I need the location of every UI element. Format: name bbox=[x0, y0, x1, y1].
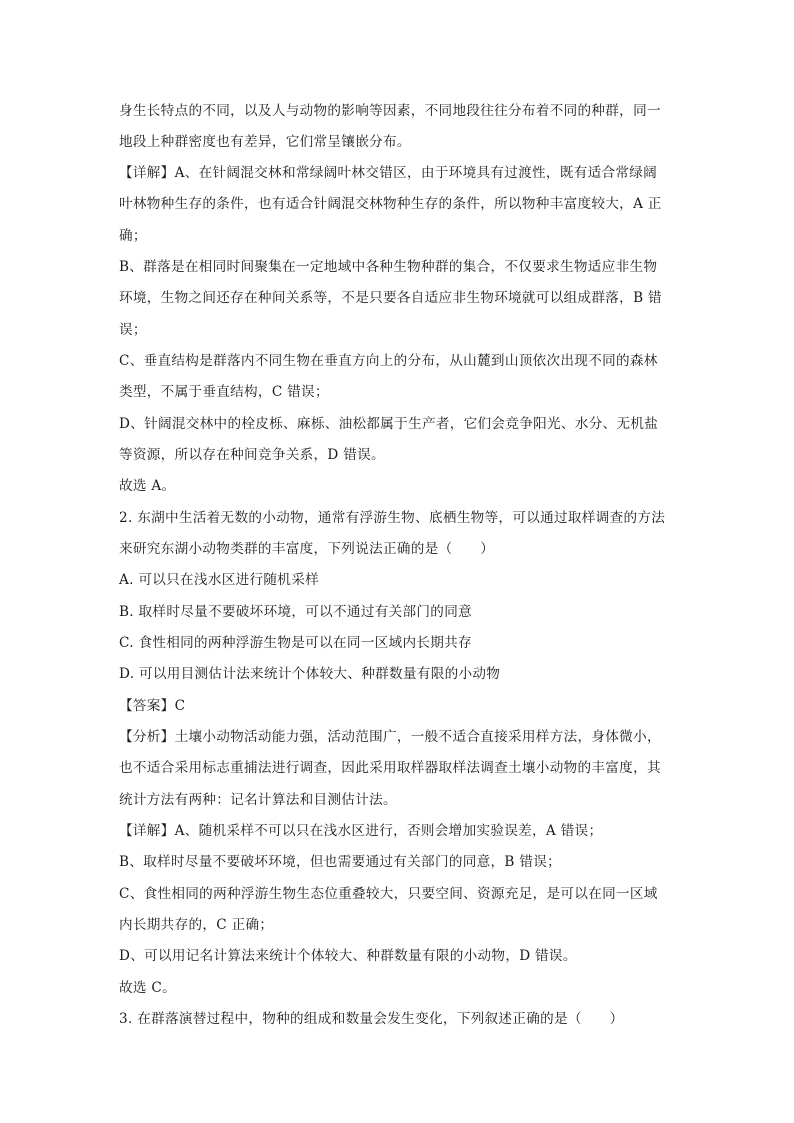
question-2-option-a: A. 可以只在浅水区进行随机采样 bbox=[119, 572, 319, 588]
text-line: 确； bbox=[119, 228, 147, 244]
text-line: C、垂直结构是群落内不同生物在垂直方向上的分布，从山麓到山顶依次出现不同的森林 bbox=[119, 353, 658, 369]
text-line: B、群落是在相同时间聚集在一定地域中各种生物种群的集合，不仅要求生物适应非生物 bbox=[119, 259, 658, 275]
text-line: 叶林物种生存的条件，也有适合针阔混交林物种生存的条件，所以物种丰富度较大，A 正 bbox=[119, 196, 662, 212]
question-2-option-c: C. 食性相同的两种浮游生物是可以在同一区域内长期共存 bbox=[119, 635, 472, 651]
explanation-line: C、食性相同的两种浮游生物生态位重叠较大，只要空间、资源充足，是可以在同一区域 bbox=[119, 886, 658, 902]
explanation-line: 内长期共存的，C 正确； bbox=[119, 917, 274, 933]
analysis-line: 统计方法有两种：记名计算法和目测估计法。 bbox=[119, 792, 397, 808]
question-2-stem: 2. 东湖中生活着无数的小动物，通常有浮游生物、底栖生物等，可以通过取样调查的方法 bbox=[119, 510, 666, 526]
text-line: 等资源，所以存在种间竞争关系，D 错误。 bbox=[119, 447, 385, 463]
explanation-line: B、取样时尽量不要破坏环境，但也需要通过有关部门的同意，B 错误； bbox=[119, 854, 562, 870]
text-line: 故选 A。 bbox=[119, 478, 176, 494]
text-line: 环境，生物之间还存在种间关系等，不是只要各自适应非生物环境就可以组成群落，B 错 bbox=[119, 290, 662, 306]
question-3-stem: 3. 在群落演替过程中，物种的组成和数量会发生变化，下列叙述正确的是（ ） bbox=[119, 1011, 624, 1027]
question-2-option-b: B. 取样时尽量不要破坏环境，可以不通过有关部门的同意 bbox=[119, 604, 472, 620]
explanation-line: D、可以用记名计算法来统计个体较大、种群数量有限的小动物，D 错误。 bbox=[119, 948, 577, 964]
text-line: 地段上种群密度也有差异，它们常呈镶嵌分布。 bbox=[119, 134, 411, 150]
question-2-option-d: D. 可以用目测估计法来统计个体较大、种群数量有限的小动物 bbox=[119, 666, 501, 682]
text-line: 身生长特点的不同，以及人与动物的影响等因素，不同地段往往分布着不同的种群，同一 bbox=[119, 103, 661, 119]
question-2-stem: 来研究东湖小动物类群的丰富度，下列说法正确的是（ ） bbox=[119, 541, 495, 557]
conclusion-line: 故选 C。 bbox=[119, 980, 177, 996]
text-line: D、针阔混交林中的栓皮栎、麻栎、油松都属于生产者，它们会竞争阳光、水分、无机盐 bbox=[119, 416, 659, 432]
answer-line: 【答案】C bbox=[119, 698, 186, 714]
analysis-line: 也不适合采用标志重捕法进行调查，因此采用取样器取样法调查土壤小动物的丰富度，其 bbox=[119, 760, 661, 776]
text-line: 【详解】A、在针阔混交林和常绿阔叶林交错区，由于环境具有过渡性，既有适合常绿阔 bbox=[119, 165, 658, 181]
text-line: 误； bbox=[119, 322, 147, 338]
explanation-line: 【详解】A、随机采样不可以只在浅水区进行，否则会增加实验误差，A 错误； bbox=[119, 823, 603, 839]
text-line: 类型，不属于垂直结构，C 错误； bbox=[119, 384, 329, 400]
analysis-line: 【分析】土壤小动物活动能力强，活动范围广，一般不适合直接采用样方法，身体微小， bbox=[119, 729, 661, 745]
